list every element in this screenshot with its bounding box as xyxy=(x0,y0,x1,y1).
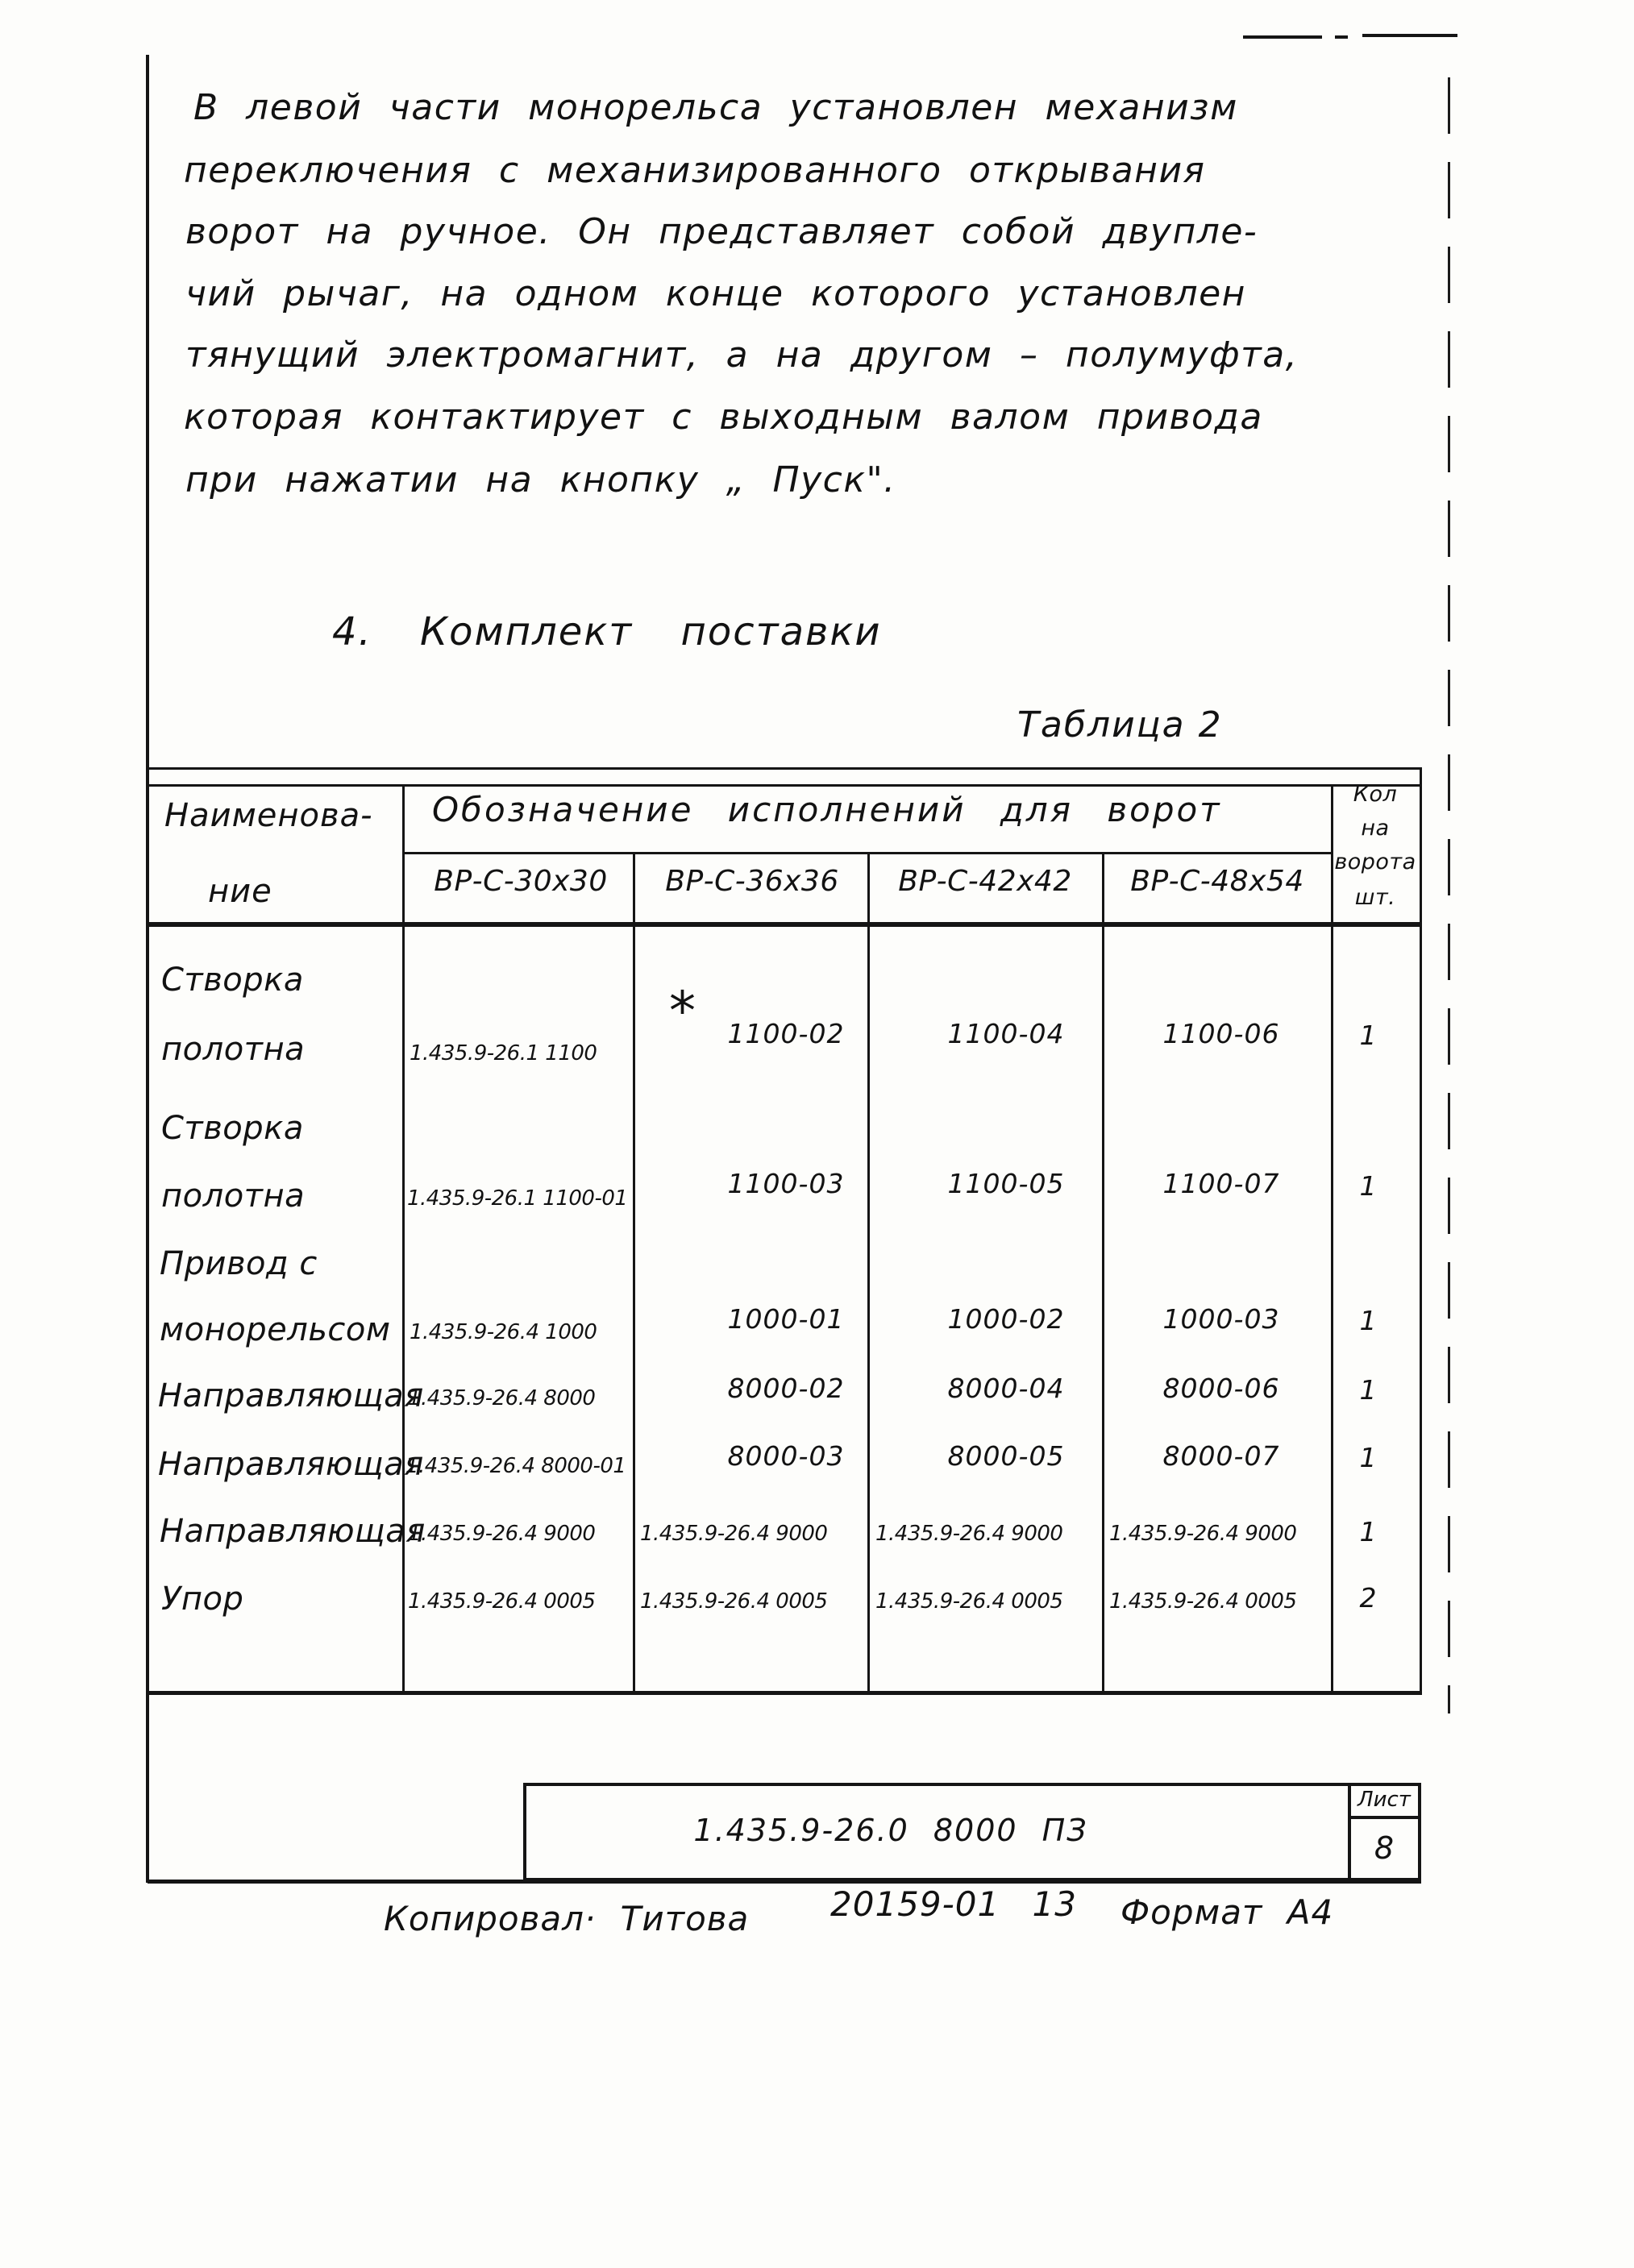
table-cell-value: 1100-02 xyxy=(727,1018,845,1049)
table-cell-value: 1.435.9-26.1 1100-01 xyxy=(407,1186,628,1211)
table-cell-qty: 1 xyxy=(1359,1305,1377,1336)
variant-header-42x42: ВР-С-42х42 xyxy=(898,865,1072,898)
table-vline-name-col xyxy=(402,784,405,1693)
table-cell-value: 1.435.9-26.4 8000 xyxy=(408,1386,596,1410)
table-cell-qty: 1 xyxy=(1359,1020,1377,1051)
table-right-border xyxy=(1420,767,1422,1693)
bottom-frame-line xyxy=(148,1880,1421,1884)
paragraph-line-7: при нажатии на кнопку „ Пуск". xyxy=(185,459,896,501)
table-cell-value: 1.435.9-26.4 9000 xyxy=(1109,1522,1297,1546)
qty-header-line-1: Кол xyxy=(1353,782,1398,807)
table-cell-qty: 1 xyxy=(1359,1170,1377,1202)
table-cell-qty: 1 xyxy=(1359,1442,1377,1473)
row-name: Упор xyxy=(161,1581,244,1618)
row-name: Направляющая xyxy=(160,1513,426,1550)
name-column-header-line-2: ние xyxy=(208,873,272,910)
copied-by-note: Копировал· Титова xyxy=(384,1899,750,1938)
row-name: Направляющая xyxy=(158,1446,424,1483)
row-name: монорельсом xyxy=(160,1311,391,1348)
paragraph-line-4: чий рычаг, на одном конце которого установлен xyxy=(185,273,1246,314)
paragraph-line-6: которая контактирует с выходным валом привода xyxy=(184,397,1263,438)
table-cell-value: 1000-02 xyxy=(947,1303,1065,1335)
title-block-sheet-divider xyxy=(1349,1816,1420,1819)
table-vline-variant-2-3 xyxy=(867,852,870,1693)
designation-group-header: Обозначение исполнений для ворот xyxy=(432,790,1222,829)
table-cell-value: 1100-03 xyxy=(727,1168,845,1199)
table-cell-value: 1.435.9-26.1 1100 xyxy=(410,1041,597,1065)
row-name: Створка xyxy=(161,962,304,999)
variant-header-36x36: ВР-С-36х36 xyxy=(665,865,839,898)
title-block-vertical-divider xyxy=(1348,1784,1351,1880)
table-vline-qty-col xyxy=(1331,784,1333,1693)
table-vline-variant-3-4 xyxy=(1102,852,1104,1693)
table-cell-value: 1100-05 xyxy=(947,1168,1065,1199)
table-cell-value: 1.435.9-26.4 0005 xyxy=(875,1589,1063,1614)
row-name: Привод с xyxy=(160,1245,318,1282)
table-cell-value: 1000-03 xyxy=(1162,1303,1280,1335)
table-cell-value: 8000-03 xyxy=(727,1440,845,1472)
qty-header-line-3: ворота xyxy=(1334,849,1416,874)
page-right-border-dashed xyxy=(1448,77,1450,1713)
footnote-asterisk: * xyxy=(669,980,696,1042)
table-cell-value: 1100-06 xyxy=(1162,1018,1280,1049)
name-column-header-line-1: Наименова- xyxy=(164,797,373,834)
table-cell-value: 1000-01 xyxy=(727,1303,845,1335)
table-vline-variant-1-2 xyxy=(633,852,635,1693)
table-bottom-line xyxy=(148,1691,1422,1695)
table-cell-value: 8000-06 xyxy=(1162,1373,1280,1404)
qty-header-line-2: на xyxy=(1361,816,1390,841)
paragraph-line-5: тянущий электромагнит, а на другом – полумуфта, xyxy=(185,334,1299,376)
table-cell-value: 8000-05 xyxy=(947,1440,1065,1472)
paragraph-line-3: ворот на ручное. Он представляет собой двупле- xyxy=(185,211,1258,252)
table-cell-value: 1.435.9-26.4 1000 xyxy=(410,1320,597,1344)
paragraph-line-1: В левой части монорельса установлен механизм xyxy=(193,87,1238,128)
table-header-bottom-line xyxy=(148,922,1422,927)
row-name: полотна xyxy=(161,1178,306,1215)
table-cell-value: 1.435.9-26.4 0005 xyxy=(1109,1589,1297,1614)
document-number: 1.435.9-26.0 8000 ПЗ xyxy=(693,1813,1088,1848)
row-name: Направляющая xyxy=(158,1377,424,1414)
table-cell-value: 1.435.9-26.4 8000-01 xyxy=(405,1454,626,1478)
table-cell-value: 1.435.9-26.4 9000 xyxy=(640,1522,828,1546)
table-cell-value: 1100-04 xyxy=(947,1018,1065,1049)
order-code-note: 20159-01 13 xyxy=(830,1884,1078,1924)
top-right-dash-3 xyxy=(1362,34,1457,37)
table-cell-value: 1.435.9-26.4 9000 xyxy=(875,1522,1063,1546)
qty-header-line-4: шт. xyxy=(1354,885,1396,910)
row-name: полотна xyxy=(161,1031,306,1068)
sheet-label: Лист xyxy=(1358,1788,1411,1812)
top-right-dash-1 xyxy=(1243,35,1322,39)
paragraph-line-2: переключения с механизированного открывания xyxy=(184,150,1206,191)
table-cell-value: 1.435.9-26.4 9000 xyxy=(408,1522,596,1546)
table-cell-value: 8000-07 xyxy=(1162,1440,1280,1472)
page-left-border xyxy=(146,55,149,1883)
table-header-top-line xyxy=(148,784,1422,787)
top-right-dash-2 xyxy=(1335,35,1348,39)
table-caption: Таблица 2 xyxy=(1017,704,1223,746)
row-name: Створка xyxy=(161,1110,304,1147)
table-cell-value: 1100-07 xyxy=(1162,1168,1280,1199)
table-cell-value: 8000-04 xyxy=(947,1373,1065,1404)
table-cell-qty: 1 xyxy=(1359,1374,1377,1406)
variant-header-48x54: ВР-С-48х54 xyxy=(1130,865,1304,898)
table-cell-qty: 1 xyxy=(1359,1516,1377,1547)
table-cell-value: 8000-02 xyxy=(727,1373,845,1404)
table-top-outer-line xyxy=(148,767,1422,770)
format-note: Формат А4 xyxy=(1121,1892,1334,1932)
table-cell-qty: 2 xyxy=(1359,1582,1377,1614)
table-cell-value: 1.435.9-26.4 0005 xyxy=(640,1589,828,1614)
sheet-number: 8 xyxy=(1374,1830,1395,1866)
table-cell-value: 1.435.9-26.4 0005 xyxy=(408,1589,596,1614)
section-heading: 4. Комплект поставки xyxy=(332,609,882,654)
variant-header-30x30: ВР-С-30х30 xyxy=(434,865,608,898)
